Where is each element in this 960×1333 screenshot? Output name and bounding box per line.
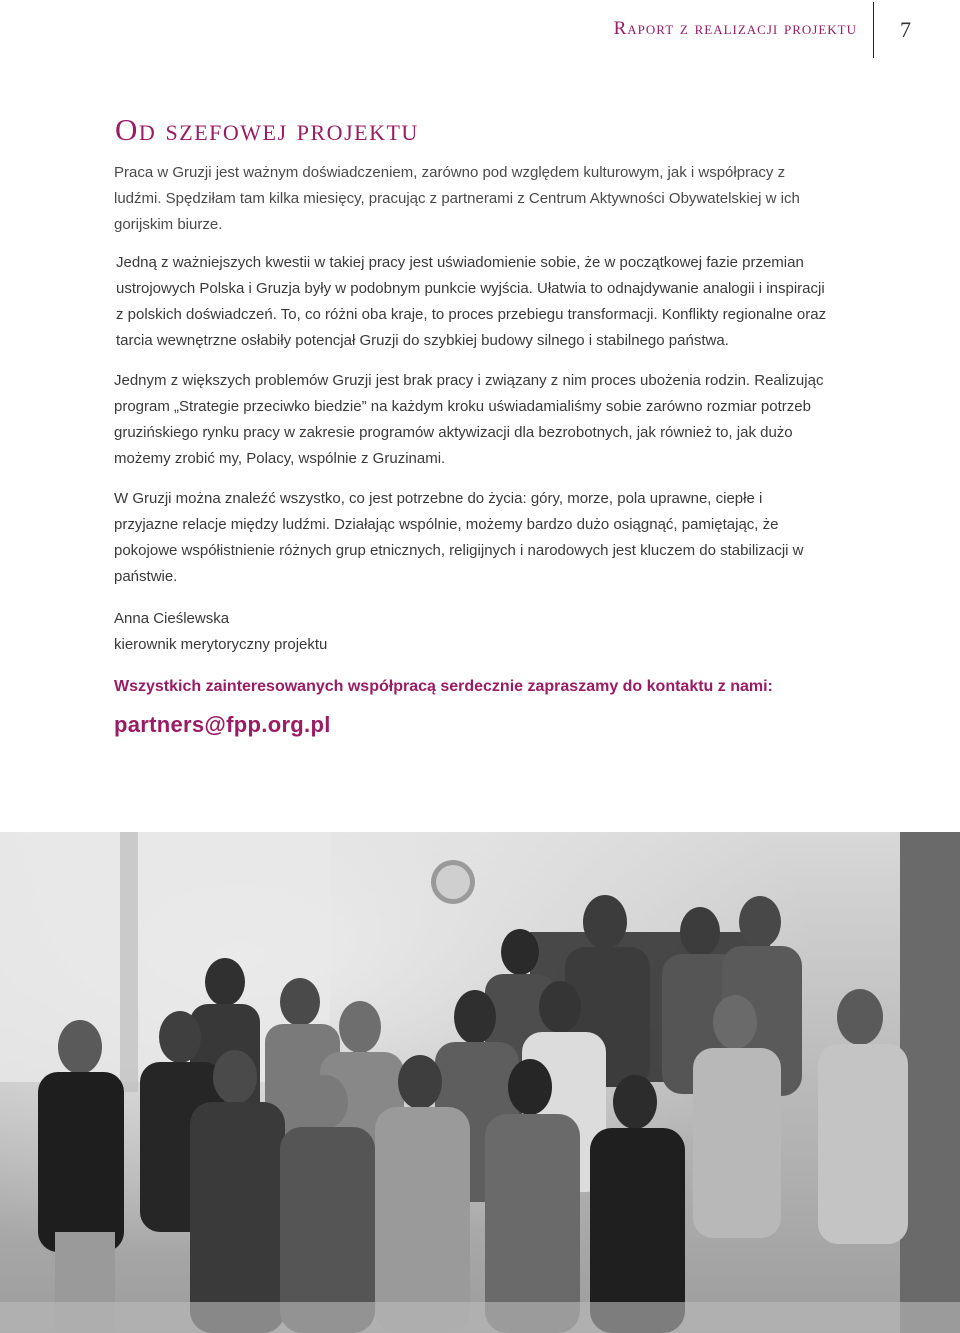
page-title: Od szefowej projektu <box>115 112 419 147</box>
running-header-title: Raport z realizacji projektu <box>613 18 857 39</box>
page-number: 7 <box>900 17 911 42</box>
paragraph-transformation: Jedną z ważniejszych kwestii w takiej pracy jest uświadomienie sobie, że w początkowej fazie przemian ustrojowych Polska i Gruzja były w podobnym punkcie wyjścia. Ułatwia to odnajdywanie analogii i inspiracji z polskich doświadczeń. To, co różni oba kraje, to proces przebiegu transformacji. Konflikty regionalne oraz tarcia wewnętrzne osłabiły potencjał Gruzji do szybkiej budowy silnego i stabilnego państwa. <box>116 254 827 349</box>
contact-invitation: Wszystkich zainteresowanych współpracą serdecznie zapraszamy do kontaktu z nami: <box>114 678 773 695</box>
signature-role: kierownik merytoryczny projektu <box>114 636 328 653</box>
paragraph-intro: Praca w Gruzji jest ważnym doświadczeniem, zarówno pod względem kulturowym, jak i współpracy z ludźmi. Spędziłam tam kilka miesięcy, pracując z partnerami z Centrum Aktywności Obywatelskiej w ich gorijskim biurze. <box>114 164 800 233</box>
contact-email-link[interactable]: partners@fpp.org.pl <box>114 712 331 737</box>
signature-block <box>114 606 828 658</box>
page-header <box>0 0 960 60</box>
paragraph-poverty: Jednym z większych problemów Gruzji jest brak pracy i związany z nim proces ubożenia rodzin. Realizując program „Strategie przeciwko biedzie” na każdym kroku uświadamialiśmy sobie zarówno rozmiar potrzeb gruzińskiego rynku pracy w zakresie programów aktywizacji dla bezrobotnych, jak również to, jak dużo możemy zrobić my, Polacy, wspólnie z Gruzinami. <box>114 372 824 467</box>
group-photo <box>0 832 960 1333</box>
paragraph-cooperation: W Gruzji można znaleźć wszystko, co jest potrzebne do życia: góry, morze, pola uprawne, ciepłe i przyjazne relacje między ludźmi. Działając wspólnie, możemy bardzo dużo osiągnąć, pamiętając, że pokojowe współistnienie różnych grup etnicznych, religijnych i narodowych jest kluczem do stabilizacji w państwie. <box>114 490 804 585</box>
article-body <box>114 160 828 738</box>
header-divider <box>873 2 874 58</box>
signature-name: Anna Cieślewska <box>114 610 230 627</box>
